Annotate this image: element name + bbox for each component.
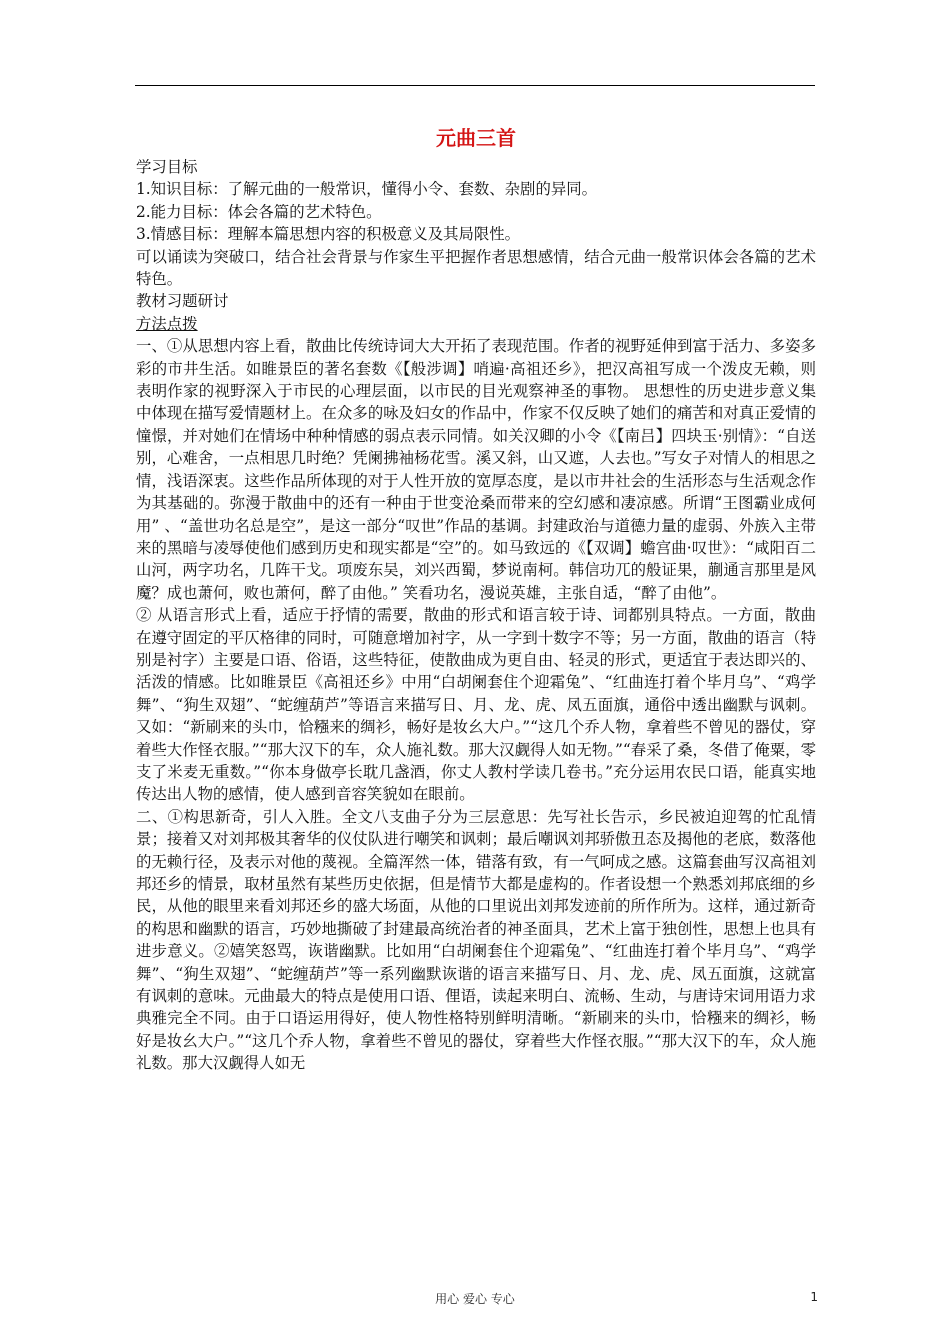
goal-ability: 2.能力目标：体会各篇的艺术特色。: [136, 202, 382, 221]
paragraph-content-analysis: 一、①从思想内容上看，散曲比传统诗词大大开拓了表现范围。作者的视野延伸到富于活力、多姿多彩的市井生活。如睢景臣的著名套数《【般涉调】哨遍·高祖还乡》，把汉高祖写成一个泼皮无赖，则表明作家的视野深入于市民的心理层面，以市民的目光观察神圣的事物。 思想性的历史进步意义集中体现在描写爱情题材上。在众多的咏及妇女的作品中，作家不仅反映了她们的痛苦和对真正爱情的憧憬，并对她们在情场中种种情感的弱点表示同情。如关汉卿的小令《【南吕】四块玉·别情》：“自送别，心难舍，一点相思几时绝？凭阑拂袖杨花雪。溪又斜，山又遮，人去也。”写女子对情人的相思之情，浅语深衷。这些作品所体现的对于人性开放的宽厚态度，是以市井社会的生活形态与生活观念作为其基础的。弥漫于散曲中的还有一种由于世变沧桑而带来的空幻感和凄凉感。所谓“王图霸业成何用” 、“盖世功名总是空”，是这一部分“叹世”作品的基调。封建政治与道德力量的虚弱、外族入主带来的黑暗与凌辱使他们感到历史和现实都是“空”的。如马致远的《【双调】蟾宫曲·叹世》：“咸阳百二山河，两字功名，几阵干戈。项废东吴，刘兴西蜀，梦说南柯。韩信功兀的般证果，蒯通言那里是风魔？成也萧何，败也萧何，醉了由他。” 笑看功名，漫说英雄，主张自适，“醉了由他”。: [136, 337, 816, 602]
paragraph-language-analysis: ② 从语言形式上看，适应于抒情的需要，散曲的形式和语言较于诗、词都别具特点。一方面，散曲在遵守固定的平仄格律的同时，可随意增加衬字，从一字到十数字不等；另一方面，散曲的语言（特别是衬字）主要是口语、俗语，这些特征，使散曲成为更自由、轻灵的形式，更适宜于表达即兴的、活泼的情感。比如睢景臣《高祖还乡》中用“白胡阑套住个迎霜兔”、“红曲连打着个毕月乌”、“鸡学舞”、“狗生双翅”、“蛇缠葫芦”等语言来描写日、月、龙、虎、凤五面旗，通俗中透出幽默与讽刺。又如：“新刷来的头巾，恰糨来的绸衫，畅好是妆幺大户。”“这几个乔人物，拿着些不曾见的器仗，穿着些大作怪衣服。”“那大汉下的车，众人施礼数。那大汉觑得人如无物。”“春采了桑，冬借了俺粟，零支了米麦无重数。”“你本身做亭长耽几盏酒，你丈人教村学读几卷书。”充分运用农民口语，能真实地传达出人物的感情，使人感到音容笑貌如在眼前。: [136, 606, 816, 804]
study-heading: 教材习题研讨: [136, 292, 229, 311]
paragraph-structure-analysis: 二、①构思新奇，引人入胜。全文八支曲子分为三层意思：先写社长告示，乡民被迫迎驾的忙乱情景；接着又对刘邦极其奢华的仪仗队进行嘲笑和讽刺；最后嘲讽刘邦骄傲丑态及揭他的老底，数落他的无赖行径，及表示对他的蔑视。全篇浑然一体，错落有致，有一气呵成之感。这篇套曲写汉高祖刘邦还乡的情景，取材虽然有某些历史依据，但是情节大都是虚构的。作者设想一个熟悉刘邦底细的乡民，从他的眼里来看刘邦还乡的盛大场面，从他的口里说出刘邦发迹前的所作所为。这样，通过新奇的构思和幽默的语言，巧妙地撕破了封建最高统治者的神圣面具，艺术上富于独创性，思想上也具有进步意义。②嬉笑怒骂，诙谐幽默。比如用“白胡阑套住个迎霜兔”、“红曲连打着个毕月乌”、“鸡学舞”、“狗生双翅”、“蛇缠葫芦”等一系列幽默诙谐的语言来描写日、月、龙、虎、凤五面旗，这就富有讽刺的意味。元曲最大的特点是使用口语、俚语，读起来明白、流畅、生动，与唐诗宋词用语力求典雅完全不同。由于口语运用得好，使人物性格特别鲜明清晰。“新刷来的头巾，恰糨来的绸衫，畅好是妆幺大户。”“这几个乔人物，拿着些不曾见的器仗，穿着些大作怪衣服。”“那大汉下的车，众人施礼数。那大汉觑得人如无: [136, 807, 816, 1073]
method-heading: 方法点拨: [136, 314, 198, 333]
approach-text: 可以诵读为突破口，结合社会背景与作家生平把握作者思想感情，结合元曲一般常识体会各篇的艺术特色。: [136, 247, 816, 289]
header-rule: [135, 85, 815, 86]
document-title: 元曲三首: [436, 126, 516, 150]
goal-knowledge: 1.知识目标：了解元曲的一般常识，懂得小令、套数、杂剧的异同。: [136, 180, 598, 199]
footer-motto: 用心 爱心 专心: [435, 1292, 515, 1306]
page-number: 1: [810, 1290, 818, 1304]
document-body: [136, 120, 816, 1075]
goals-heading: 学习目标: [136, 158, 198, 176]
goal-emotion: 3.情感目标：理解本篇思想内容的积极意义及其局限性。: [136, 225, 521, 244]
